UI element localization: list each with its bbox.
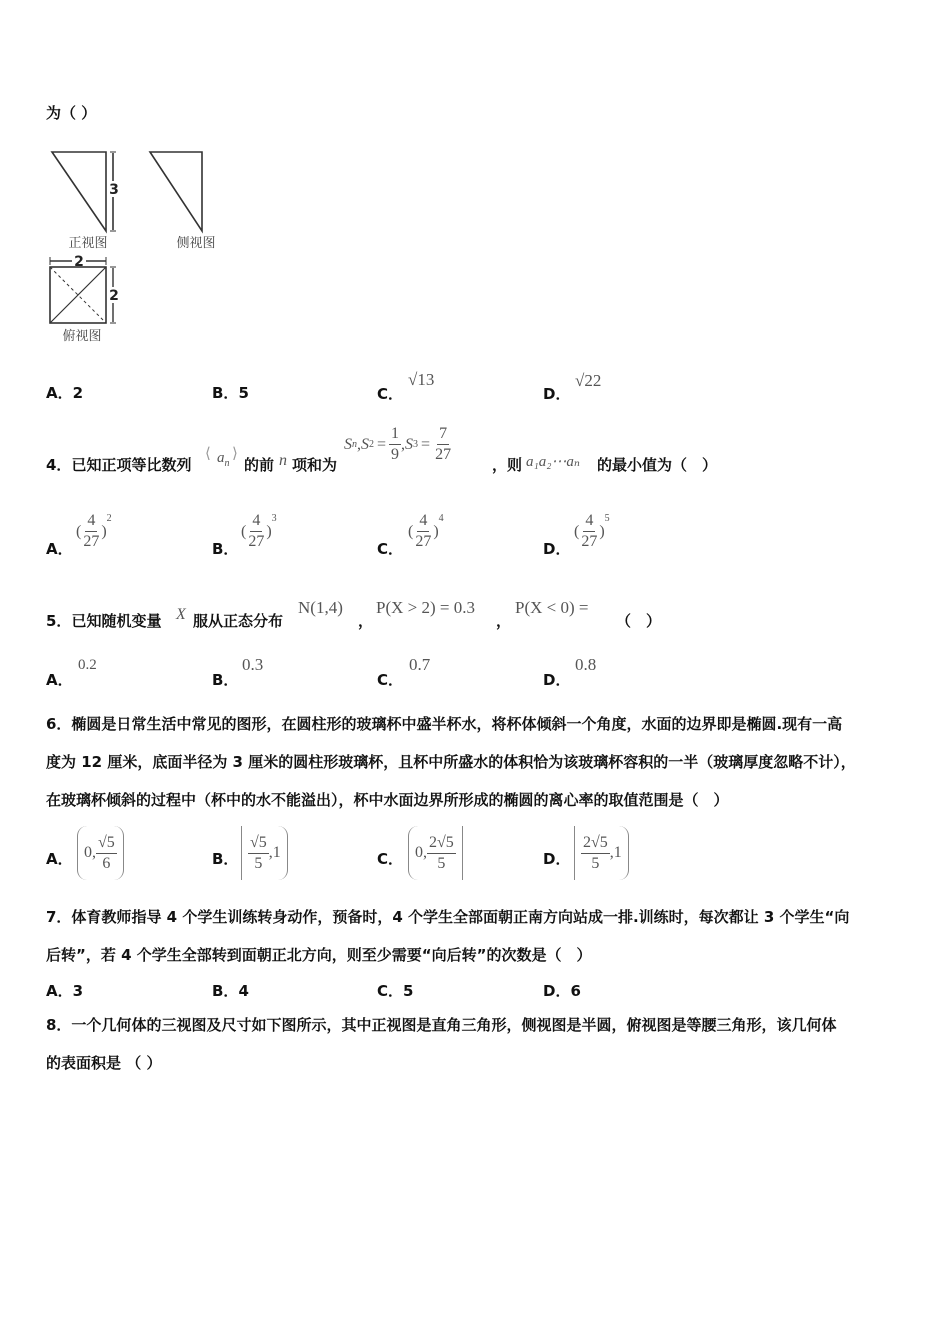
q6-option-b[interactable]: B． — [212, 850, 239, 868]
q6-option-a[interactable]: A． — [46, 850, 73, 868]
q3-option-b[interactable] — [212, 382, 249, 403]
q6-option-d-value: $\frac{2√5}{5}$ ,1 — [574, 826, 629, 880]
option-letter: C． — [377, 385, 404, 403]
q4-option-a[interactable]: A． — [46, 540, 73, 558]
q4-option-d-value: ( $\frac{4}{27}$ ) $^5$ — [574, 512, 610, 550]
question-number: 4． — [46, 456, 72, 474]
q4-n: n — [279, 452, 287, 469]
q5-option-d-value: 0.8 — [575, 655, 597, 674]
q7-option-d[interactable]: D．6 — [543, 982, 581, 1000]
dim-width: 2 — [74, 254, 84, 270]
q4-option-c[interactable]: C． — [377, 540, 404, 558]
q4-option-a-value: ( $\frac{4}{27}$ ) $^2$ — [76, 512, 112, 550]
q4-stem-then: ，则 — [492, 456, 523, 474]
option-value: 2 — [72, 384, 84, 402]
q5-option-b[interactable]: B． — [212, 671, 239, 689]
three-view-figure — [44, 145, 234, 350]
q3-tail: 为（ ） — [46, 104, 97, 122]
side-view — [150, 152, 216, 251]
q4-seq-bracket-right: ⟩ — [232, 446, 238, 462]
q4-stem-start — [46, 454, 191, 475]
front-view — [52, 152, 121, 251]
q6-option-c[interactable]: C． — [377, 850, 404, 868]
q6-stem-line-2: 度为 12 厘米，底面半径为 3 厘米的圆柱形玻璃杯，且杯中所盛水的体积恰为该玻璃杯容积的一半（玻璃厚度忽略不计）， — [46, 753, 856, 771]
stem-text: 已知随机变量 — [71, 612, 162, 630]
q4-option-b[interactable]: B． — [212, 540, 239, 558]
q4-product: a₁a₂⋯aₙ — [526, 454, 581, 470]
q5-option-d[interactable]: D． — [543, 671, 571, 689]
q5-distribution: N(1,4) — [298, 598, 343, 617]
q5-option-b-value: 0.3 — [242, 655, 264, 674]
q5-option-c[interactable]: C． — [377, 671, 404, 689]
question-number: 5． — [46, 612, 72, 630]
q4-stem-front: 的前 — [244, 456, 275, 474]
q4-seq: $a_n$ — [217, 450, 230, 469]
q4-stem-sum: 项和为 — [292, 456, 338, 474]
q5-stem-dist: 服从正态分布 — [193, 612, 284, 630]
q6-option-a-value: 0, $\frac{√5}{6}$ — [77, 826, 124, 880]
q3-option-c-value: √13 — [408, 370, 435, 389]
front-view-label: 正视图 — [68, 236, 108, 251]
q7-stem-line-1: 7．体育教师指导 4 个学生训练转身动作，预备时，4 个学生全部面朝正南方向站成一排.训练时，每次都让 3 个学生“向 — [46, 908, 850, 926]
q6-stem-line-1: 6．椭圆是日常生活中常见的图形，在圆柱形的玻璃杯中盛半杯水，将杯体倾斜一个角度，水面的边界即是椭圆.现有一高 — [46, 715, 843, 733]
q4-option-b-value: ( $\frac{4}{27}$ ) $^3$ — [241, 512, 277, 550]
q4-seq-bracket-left: ⟨ — [205, 446, 211, 462]
q6-option-c-value: 0, $\frac{2√5}{5}$ — [408, 826, 463, 880]
q5-X: X — [176, 606, 186, 623]
q7-option-a[interactable]: A．3 — [46, 982, 84, 1000]
q3-option-c[interactable] — [377, 383, 403, 404]
stem-text: 已知正项等比数列 — [71, 456, 192, 474]
q4-sum-conditions: S n , S 2 = $\frac{1}{9}$ , S 3 = $\frac{7}{27}$ — [344, 425, 452, 463]
option-letter: B． — [212, 384, 239, 402]
q8-stem-line-1: 8．一个几何体的三视图及尺寸如下图所示，其中正视图是直角三角形，侧视图是半圆，俯视图是等腰三角形，该几何体 — [46, 1016, 837, 1034]
q5-comma-2: ， — [496, 612, 512, 630]
dim-height: 3 — [109, 182, 119, 198]
q5-stem-start — [46, 610, 161, 631]
side-view-label: 侧视图 — [176, 236, 216, 251]
q4-stem-end: 的最小值为（ ） — [597, 456, 718, 474]
q6-option-b-value: $\frac{√5}{5}$ ,1 — [241, 826, 288, 880]
top-view — [50, 253, 121, 344]
q7-option-b[interactable]: B．4 — [212, 982, 249, 1000]
option-letter: D． — [543, 385, 571, 403]
q5-option-c-value: 0.7 — [409, 655, 431, 674]
top-view-label: 俯视图 — [62, 329, 102, 344]
q3-option-d-value: √22 — [575, 371, 602, 390]
q6-option-d[interactable]: D． — [543, 850, 571, 868]
q6-stem-line-3: 在玻璃杯倾斜的过程中（杯中的水不能溢出），杯中水面边界所形成的椭圆的离心率的取值范围是（ ） — [46, 791, 729, 809]
option-value: 5 — [238, 384, 249, 402]
q3-option-a[interactable] — [46, 382, 83, 403]
q7-option-c[interactable]: C．5 — [377, 982, 414, 1000]
q4-option-d[interactable]: D． — [543, 540, 571, 558]
q5-stem-end: （ ） — [616, 612, 662, 630]
q5-option-a-value: 0.2 — [78, 657, 97, 673]
option-letter: A． — [46, 384, 73, 402]
q4-option-c-value: ( $\frac{4}{27}$ ) $^4$ — [408, 512, 444, 550]
q7-stem-line-2: 后转”，若 4 个学生全部转到面朝正北方向，则至少需要“向后转”的次数是（ ） — [46, 946, 592, 964]
q5-comma-1: ， — [358, 612, 374, 630]
q5-option-a[interactable]: A． — [46, 671, 73, 689]
q3-option-d[interactable] — [543, 383, 570, 404]
q5-prob-1: P(X > 2) = 0.3 — [376, 598, 475, 617]
dim-depth: 2 — [109, 288, 119, 304]
q8-stem-line-2: 的表面积是 （ ） — [46, 1054, 162, 1072]
q5-prob-2: P(X < 0) = — [515, 598, 589, 617]
